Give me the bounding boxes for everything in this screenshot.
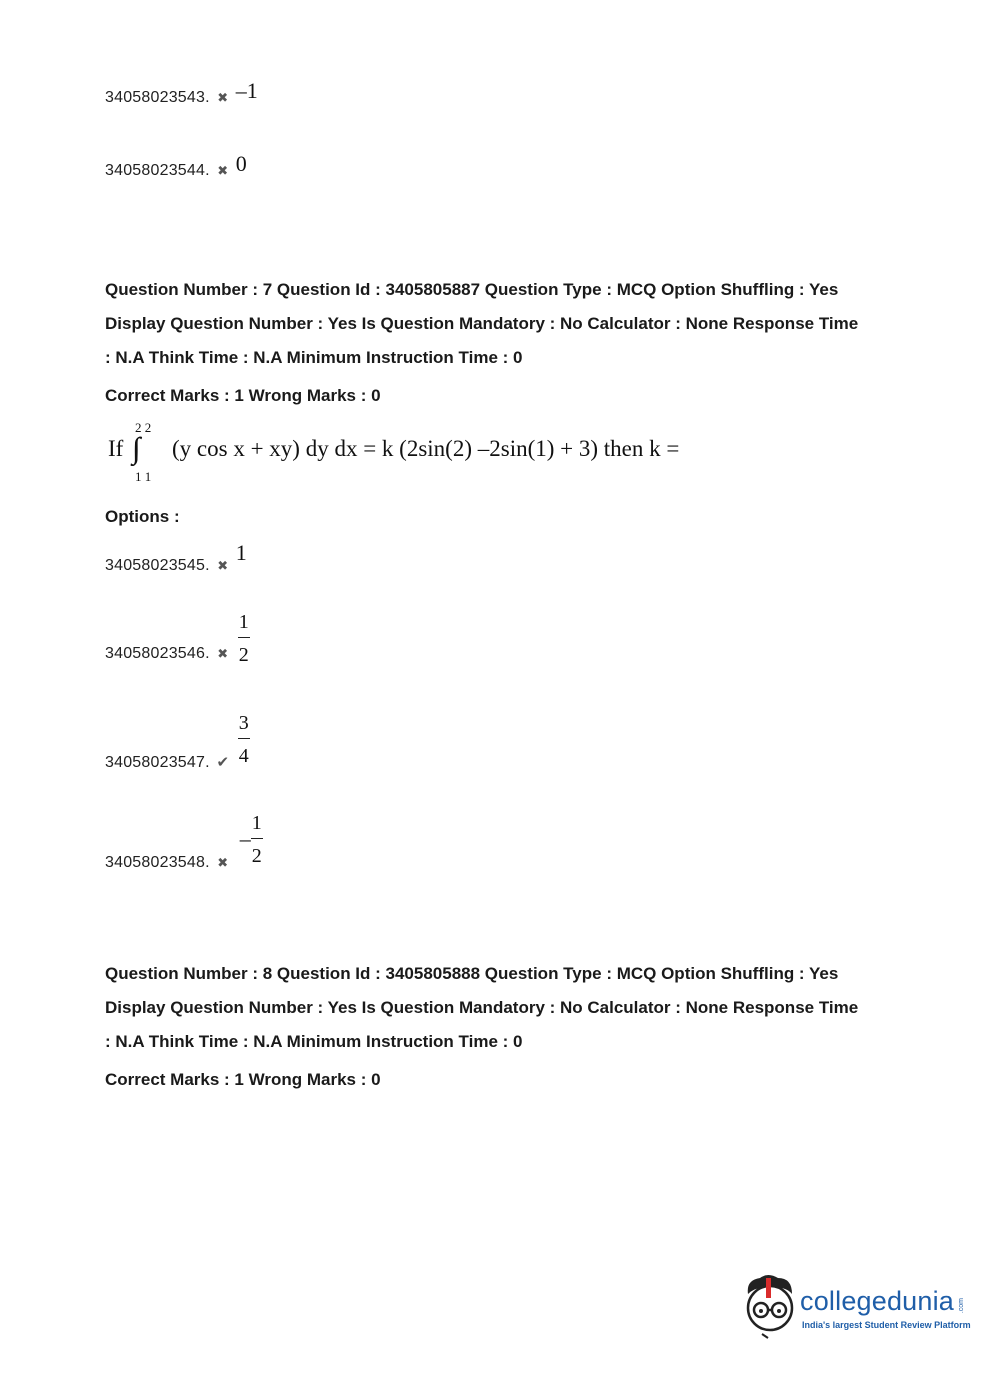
numerator: 1 [251, 813, 263, 839]
logo-suffix: .com [958, 1298, 966, 1314]
q7-header-line3: : N.A Think Time : N.A Minimum Instruction Time : 0 [105, 348, 523, 367]
negative-sign: – [239, 826, 251, 851]
mascot-icon [740, 1272, 800, 1340]
q7-question [108, 420, 808, 486]
option-id: 34058023548. [105, 854, 210, 871]
option-id: 34058023546. [105, 645, 210, 662]
q7-lower-limits: 1 1 [135, 469, 152, 484]
option-id: 34058023543. [105, 89, 210, 106]
q8-header-line1: Question Number : 8 Question Id : 3405805888 Question Type : MCQ Option Shuffling : Yes [105, 964, 839, 983]
option-row [105, 540, 247, 574]
option-fraction [251, 813, 263, 866]
option-value: 0 [235, 151, 247, 176]
denominator: 4 [238, 745, 249, 767]
option-value: 1 [235, 540, 247, 565]
logo-wordmark [800, 1286, 965, 1317]
q7-header-line1: Question Number : 7 Question Id : 3405805887 Question Type : MCQ Option Shuffling : Yes [105, 280, 839, 299]
options-label: Options : [105, 507, 180, 526]
denominator: 2 [238, 644, 249, 666]
cross-icon: ✖ [217, 558, 229, 573]
collegedunia-logo [740, 1272, 970, 1344]
option-row [105, 612, 250, 665]
cross-icon: ✖ [217, 90, 229, 105]
q8-marks: Correct Marks : 1 Wrong Marks : 0 [105, 1070, 381, 1089]
option-row-correct [105, 712, 250, 771]
logo-name: collegedunia [800, 1286, 955, 1316]
check-icon: ✔ [216, 754, 230, 771]
cross-icon: ✖ [217, 163, 229, 178]
q7-expression: (y cos x + xy) dy dx = k (2sin(2) –2sin(1) + 3) then k = [172, 436, 680, 461]
option-fraction [238, 612, 250, 665]
option-fraction [238, 713, 250, 766]
option-row [105, 78, 258, 108]
option-id: 34058023547. [105, 754, 210, 771]
q7-prefix: If [108, 436, 124, 461]
q8-header-line2: Display Question Number : Yes Is Question Mandatory : No Calculator : None Response Time [105, 998, 859, 1017]
option-row [105, 812, 263, 871]
option-value: –1 [235, 78, 258, 103]
numerator: 1 [238, 612, 250, 638]
option-id: 34058023544. [105, 162, 210, 179]
cross-icon: ✖ [217, 646, 229, 661]
q7-upper-limits: 2 2 [135, 420, 152, 435]
option-id: 34058023545. [105, 557, 210, 574]
q7-marks: Correct Marks : 1 Wrong Marks : 0 [105, 386, 381, 405]
denominator: 2 [251, 845, 262, 867]
q7-header-line2: Display Question Number : Yes Is Question Mandatory : No Calculator : None Response Time [105, 314, 859, 333]
numerator: 3 [238, 713, 250, 739]
option-row [105, 151, 247, 181]
cross-icon: ✖ [217, 855, 229, 870]
q8-header-line3: : N.A Think Time : N.A Minimum Instruction Time : 0 [105, 1032, 523, 1051]
logo-tagline: India's largest Student Review Platform [802, 1320, 971, 1330]
